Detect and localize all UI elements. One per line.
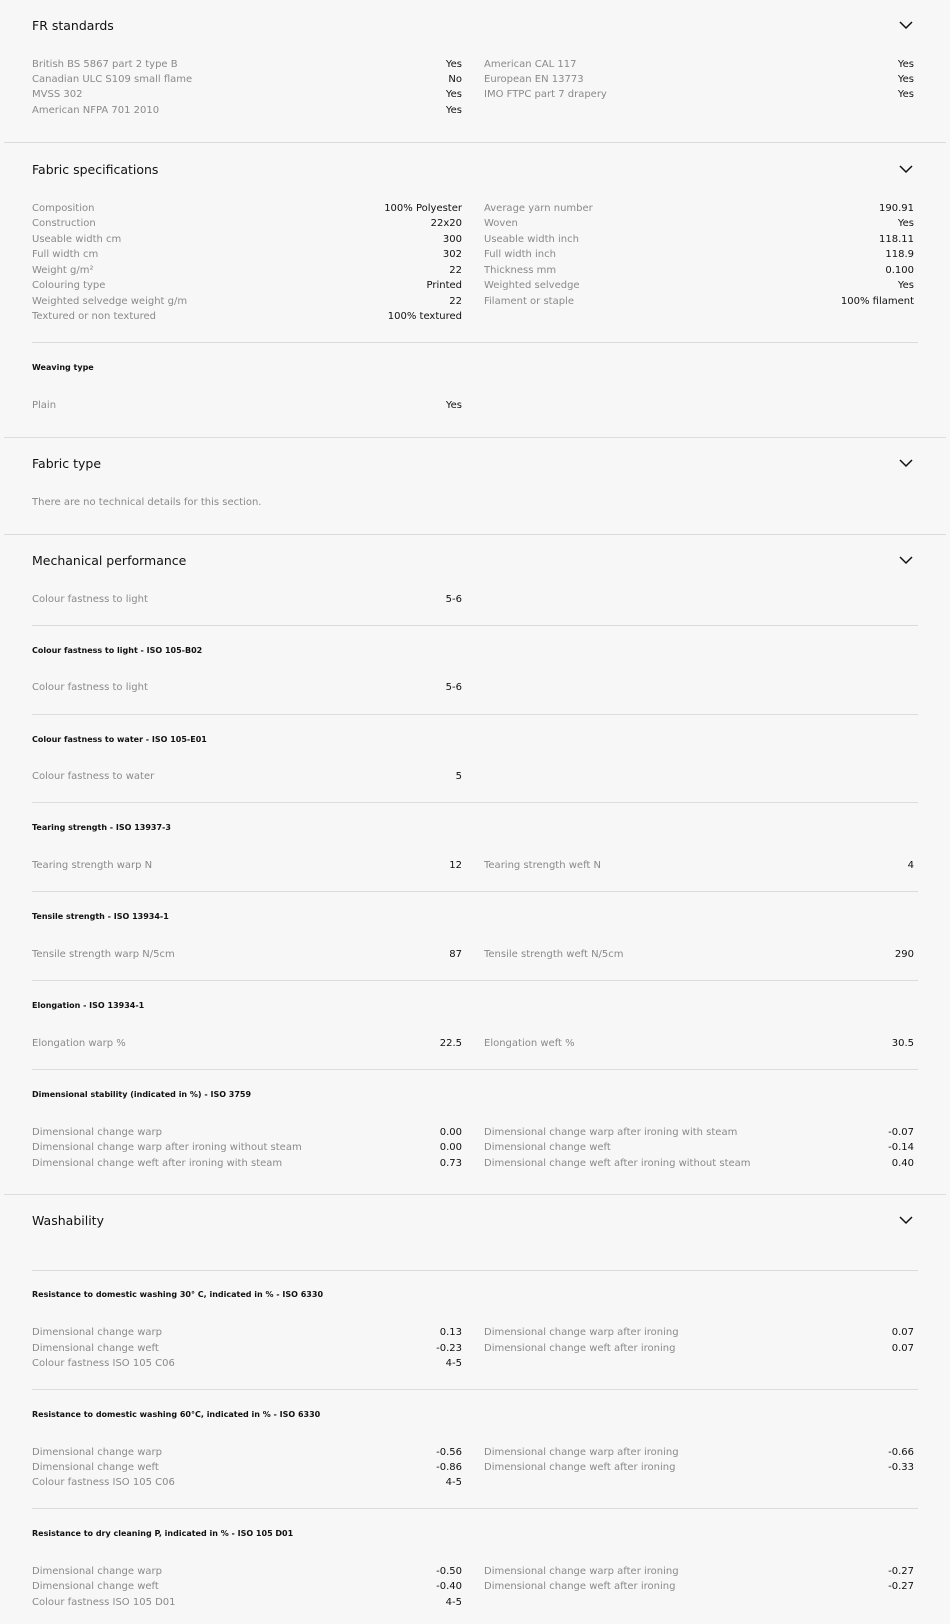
spec-label: Full width cm bbox=[32, 249, 99, 260]
chevron-down-icon[interactable] bbox=[898, 1212, 914, 1228]
spec-label: Colouring type bbox=[32, 280, 106, 291]
spec-label: Dimensional change warp after ironing bbox=[484, 1566, 679, 1577]
section-divider bbox=[4, 534, 946, 535]
subsection-heading: Resistance to domestic washing 60°C, indicated in % - ISO 6330 bbox=[32, 1410, 321, 1419]
spec-value: 87 bbox=[449, 949, 462, 960]
group-divider bbox=[32, 1270, 918, 1271]
spec-row bbox=[32, 88, 462, 102]
spec-value: 0.13 bbox=[439, 1327, 462, 1338]
group-divider bbox=[32, 1508, 918, 1509]
spec-row bbox=[484, 1565, 914, 1579]
spec-label: European EN 13773 bbox=[484, 74, 584, 85]
spec-row bbox=[32, 248, 462, 262]
spec-value: -0.86 bbox=[436, 1462, 462, 1473]
spec-label: Tearing strength warp N bbox=[32, 860, 153, 871]
spec-row bbox=[32, 1326, 462, 1340]
group-divider bbox=[32, 714, 918, 715]
spec-label: Dimensional change weft bbox=[32, 1343, 159, 1354]
section-divider bbox=[4, 1194, 946, 1195]
spec-value: 22 bbox=[449, 265, 462, 276]
spec-row bbox=[484, 1037, 914, 1051]
spec-label: Dimensional change weft after ironing with steam bbox=[32, 1158, 283, 1169]
spec-row bbox=[32, 593, 462, 607]
spec-row bbox=[32, 1357, 462, 1371]
spec-row bbox=[32, 233, 462, 247]
spec-value: 118.11 bbox=[879, 234, 914, 245]
subsection-heading: Colour fastness to water - ISO 105-E01 bbox=[32, 735, 207, 744]
spec-value: 5 bbox=[455, 771, 462, 782]
spec-label: Composition bbox=[32, 203, 95, 214]
spec-row bbox=[484, 279, 914, 293]
spec-value: Yes bbox=[445, 105, 462, 116]
section-title-fr-standards: FR standards bbox=[32, 18, 114, 33]
spec-value: Yes bbox=[897, 218, 914, 229]
section-title-mechanical-performance: Mechanical performance bbox=[32, 553, 187, 568]
spec-value: 12 bbox=[449, 860, 462, 871]
spec-row bbox=[32, 202, 462, 216]
spec-value: 0.73 bbox=[439, 1158, 462, 1169]
spec-row bbox=[484, 217, 914, 231]
spec-value: 0.100 bbox=[885, 265, 914, 276]
spec-row bbox=[484, 88, 914, 102]
spec-value: -0.50 bbox=[436, 1566, 462, 1577]
section-title-fabric-specifications: Fabric specifications bbox=[32, 162, 159, 177]
spec-row bbox=[484, 1342, 914, 1356]
spec-row bbox=[32, 58, 462, 72]
chevron-down-icon[interactable] bbox=[898, 17, 914, 33]
spec-label: Tensile strength weft N/5cm bbox=[484, 949, 624, 960]
spec-value: Yes bbox=[445, 89, 462, 100]
spec-label: Dimensional change weft bbox=[484, 1142, 611, 1153]
subsection-heading: Elongation - ISO 13934-1 bbox=[32, 1001, 145, 1010]
spec-row bbox=[484, 1141, 914, 1155]
spec-value: -0.56 bbox=[436, 1447, 462, 1458]
spec-label: American NFPA 701 2010 bbox=[32, 105, 160, 116]
spec-value: Yes bbox=[897, 89, 914, 100]
spec-row bbox=[484, 1326, 914, 1340]
spec-value: 290 bbox=[894, 949, 914, 960]
subsection-heading: Dimensional stability (indicated in %) - ISO 3759 bbox=[32, 1090, 252, 1099]
spec-label: Dimensional change warp bbox=[32, 1127, 162, 1138]
spec-value: -0.27 bbox=[888, 1566, 914, 1577]
spec-label: Useable width cm bbox=[32, 234, 122, 245]
spec-value: Yes bbox=[445, 400, 462, 411]
spec-row bbox=[32, 73, 462, 87]
spec-label: Average yarn number bbox=[484, 203, 593, 214]
spec-row bbox=[32, 1446, 462, 1460]
spec-row bbox=[32, 1461, 462, 1475]
spec-label: Colour fastness ISO 105 D01 bbox=[32, 1597, 176, 1608]
spec-value: 302 bbox=[442, 249, 462, 260]
spec-value: -0.27 bbox=[888, 1581, 914, 1592]
spec-label: Dimensional change weft bbox=[32, 1462, 159, 1473]
spec-value: -0.33 bbox=[888, 1462, 914, 1473]
subsection-heading: Tearing strength - ISO 13937-3 bbox=[32, 823, 171, 832]
subsection-heading: Colour fastness to light - ISO 105-B02 bbox=[32, 646, 203, 655]
spec-row bbox=[32, 1342, 462, 1356]
spec-row bbox=[32, 217, 462, 231]
spec-row bbox=[32, 310, 462, 324]
spec-value: No bbox=[448, 74, 462, 85]
spec-value: 22.5 bbox=[439, 1038, 462, 1049]
spec-label: Textured or non textured bbox=[32, 311, 156, 322]
spec-value: Yes bbox=[445, 59, 462, 70]
spec-row bbox=[484, 295, 914, 309]
subsection-heading: Tensile strength - ISO 13934-1 bbox=[32, 912, 169, 921]
spec-value: 22 bbox=[449, 296, 462, 307]
spec-row bbox=[32, 1580, 462, 1594]
spec-value: 0.07 bbox=[891, 1343, 914, 1354]
spec-label: Plain bbox=[32, 400, 57, 411]
spec-row bbox=[32, 1565, 462, 1579]
group-divider bbox=[32, 625, 918, 626]
section-title-fabric-type: Fabric type bbox=[32, 456, 102, 471]
spec-value: Yes bbox=[897, 74, 914, 85]
spec-row bbox=[32, 681, 462, 695]
spec-label: American CAL 117 bbox=[484, 59, 577, 70]
spec-label: Full width inch bbox=[484, 249, 556, 260]
section-divider bbox=[4, 142, 946, 143]
spec-row bbox=[32, 1141, 462, 1155]
spec-label: Dimensional change weft bbox=[32, 1581, 159, 1592]
spec-value: Yes bbox=[897, 59, 914, 70]
chevron-down-icon[interactable] bbox=[898, 455, 914, 471]
spec-row bbox=[484, 1461, 914, 1475]
spec-label: Tearing strength weft N bbox=[484, 860, 601, 871]
spec-label: Dimensional change weft after ironing bbox=[484, 1581, 676, 1592]
spec-value: 30.5 bbox=[891, 1038, 914, 1049]
section-title-washability: Washability bbox=[32, 1213, 104, 1228]
spec-label: Dimensional change warp bbox=[32, 1447, 162, 1458]
spec-value: 300 bbox=[442, 234, 462, 245]
spec-value: Yes bbox=[897, 280, 914, 291]
spec-label: Woven bbox=[484, 218, 518, 229]
spec-row bbox=[484, 948, 914, 962]
spec-value: 0.00 bbox=[439, 1142, 462, 1153]
group-divider bbox=[32, 891, 918, 892]
spec-row bbox=[484, 73, 914, 87]
group-divider bbox=[32, 1389, 918, 1390]
spec-value: 0.00 bbox=[439, 1127, 462, 1138]
spec-value: 4 bbox=[907, 860, 914, 871]
spec-label: Elongation warp % bbox=[32, 1038, 126, 1049]
spec-value: 4-5 bbox=[445, 1597, 462, 1608]
spec-value: 100% filament bbox=[840, 296, 914, 307]
spec-row bbox=[32, 264, 462, 278]
spec-label: Useable width inch bbox=[484, 234, 579, 245]
spec-row bbox=[32, 104, 462, 118]
spec-value: 5-6 bbox=[445, 594, 462, 605]
spec-label: Dimensional change warp after ironing bbox=[484, 1447, 679, 1458]
spec-label: Dimensional change weft after ironing bbox=[484, 1343, 676, 1354]
spec-value: -0.14 bbox=[888, 1142, 914, 1153]
spec-row bbox=[484, 248, 914, 262]
spec-label: MVSS 302 bbox=[32, 89, 83, 100]
spec-label: Dimensional change weft after ironing without steam bbox=[484, 1158, 751, 1169]
spec-value: 22x20 bbox=[430, 218, 462, 229]
spec-value: 190.91 bbox=[879, 203, 914, 214]
subsection-heading: Resistance to dry cleaning P, indicated in % - ISO 105 D01 bbox=[32, 1529, 294, 1538]
spec-row bbox=[484, 233, 914, 247]
spec-label: Colour fastness to light bbox=[32, 594, 148, 605]
spec-label: Tensile strength warp N/5cm bbox=[32, 949, 175, 960]
spec-label: Dimensional change weft after ironing bbox=[484, 1462, 676, 1473]
spec-row bbox=[32, 399, 462, 413]
spec-label: British BS 5867 part 2 type B bbox=[32, 59, 178, 70]
spec-value: 100% Polyester bbox=[384, 203, 462, 214]
spec-row bbox=[32, 859, 462, 873]
spec-row bbox=[484, 58, 914, 72]
spec-label: Colour fastness ISO 105 C06 bbox=[32, 1477, 175, 1488]
spec-row bbox=[484, 264, 914, 278]
spec-value: 4-5 bbox=[445, 1477, 462, 1488]
spec-row bbox=[484, 202, 914, 216]
spec-label: Canadian ULC S109 small flame bbox=[32, 74, 193, 85]
subsection-heading: Resistance to domestic washing 30° C, indicated in % - ISO 6330 bbox=[32, 1290, 324, 1299]
spec-row bbox=[32, 1596, 462, 1610]
spec-label: Construction bbox=[32, 218, 96, 229]
spec-value: 118.9 bbox=[885, 249, 914, 260]
spec-value: -0.07 bbox=[888, 1127, 914, 1138]
group-divider bbox=[32, 342, 918, 343]
group-divider bbox=[32, 1069, 918, 1070]
spec-value: 0.07 bbox=[891, 1327, 914, 1338]
spec-label: Dimensional change warp bbox=[32, 1566, 162, 1577]
spec-value: -0.23 bbox=[436, 1343, 462, 1354]
spec-row bbox=[484, 859, 914, 873]
chevron-down-icon[interactable] bbox=[898, 161, 914, 177]
spec-row bbox=[32, 279, 462, 293]
spec-row bbox=[484, 1446, 914, 1460]
group-divider bbox=[32, 802, 918, 803]
spec-value: -0.40 bbox=[436, 1581, 462, 1592]
spec-label: Dimensional change warp after ironing bbox=[484, 1327, 679, 1338]
spec-label: Colour fastness to water bbox=[32, 771, 155, 782]
spec-row bbox=[32, 1476, 462, 1490]
spec-label: Filament or staple bbox=[484, 296, 574, 307]
spec-label: Elongation weft % bbox=[484, 1038, 575, 1049]
spec-row bbox=[32, 1157, 462, 1171]
spec-label: Colour fastness ISO 105 C06 bbox=[32, 1358, 175, 1369]
section-divider bbox=[4, 437, 946, 438]
group-divider bbox=[32, 980, 918, 981]
spec-row bbox=[32, 1126, 462, 1140]
spec-label: Dimensional change warp after ironing with steam bbox=[484, 1127, 738, 1138]
spec-value: 4-5 bbox=[445, 1358, 462, 1369]
spec-value: 5-6 bbox=[445, 682, 462, 693]
spec-row bbox=[32, 948, 462, 962]
spec-value: 100% textured bbox=[387, 311, 462, 322]
subsection-heading: Weaving type bbox=[32, 363, 94, 372]
chevron-down-icon[interactable] bbox=[898, 552, 914, 568]
spec-row bbox=[32, 770, 462, 784]
spec-row bbox=[484, 1580, 914, 1594]
spec-label: Dimensional change warp bbox=[32, 1327, 162, 1338]
spec-row bbox=[32, 1037, 462, 1051]
spec-row bbox=[32, 295, 462, 309]
spec-label: Colour fastness to light bbox=[32, 682, 148, 693]
spec-row bbox=[484, 1157, 914, 1171]
spec-label: Weight g/m² bbox=[32, 265, 94, 276]
spec-value: 0.40 bbox=[891, 1158, 914, 1169]
spec-label: Weighted selvedge weight g/m bbox=[32, 296, 188, 307]
spec-value: Printed bbox=[426, 280, 462, 291]
spec-row bbox=[484, 1126, 914, 1140]
spec-label: Weighted selvedge bbox=[484, 280, 580, 291]
spec-label: Thickness mm bbox=[484, 265, 557, 276]
empty-section-note: There are no technical details for this section. bbox=[32, 497, 262, 508]
spec-value: -0.66 bbox=[888, 1447, 914, 1458]
spec-label: Dimensional change warp after ironing without steam bbox=[32, 1142, 302, 1153]
spec-label: IMO FTPC part 7 drapery bbox=[484, 89, 607, 100]
